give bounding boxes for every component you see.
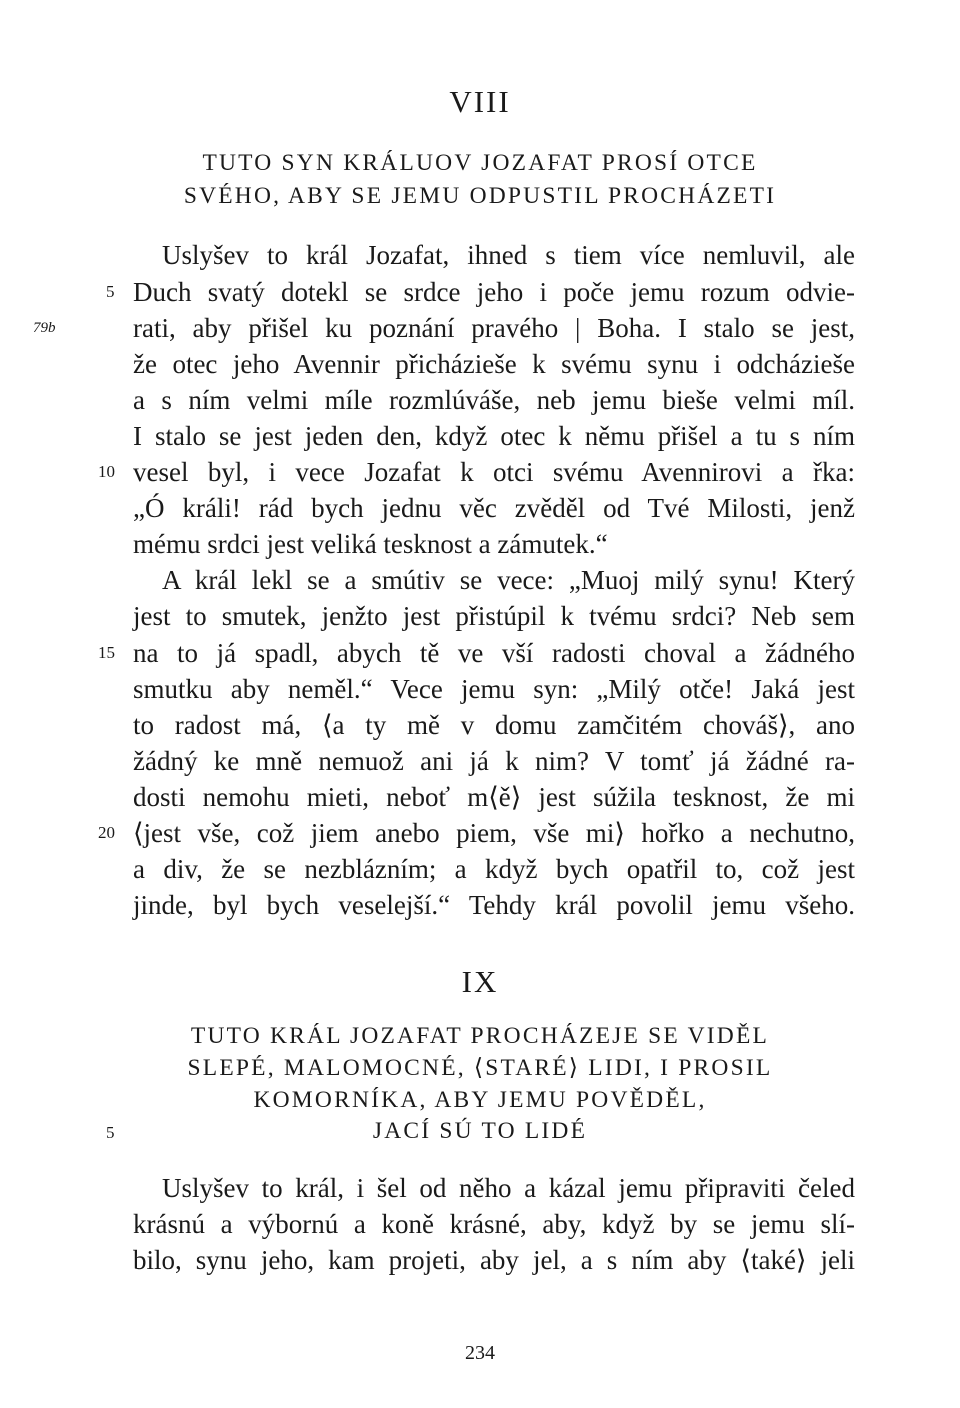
text-line: smutku aby neměl.“ Vece jemu syn: „Milý otče! Jaká jest — [133, 674, 855, 704]
text-line: to radost má, ⟨a ty mě v domu zamčitém chováš⟩, ano — [133, 710, 855, 740]
text-line: jinde, byl bych veselejší.“ Tehdy král povolil jemu všeho. — [133, 890, 855, 920]
text-line: „Ó králi! rád bych jednu věc zvěděl od Tvé Milosti, jenž — [133, 493, 855, 523]
text-line: a div, že se nezblázním; a když bych opatřil to, což jest — [133, 854, 855, 884]
page-number: 234 — [465, 1342, 495, 1364]
chapter-number-viii: VIII — [449, 84, 511, 119]
text-line: vesel byl, i vece Jozafat k otci svému Avennirovi a řka: — [133, 457, 855, 487]
chapter-heading-line: SLEPÉ, MALOMOCNÉ, ⟨STARÉ⟩ LIDI, I PROSIL — [187, 1055, 773, 1081]
line-number: 10 — [98, 462, 115, 481]
text-line: že otec jeho Avennir přicházieše k svému synu i odcházieše — [133, 349, 855, 379]
text-line: A král lekl se a smútiv se vece: „Muoj milý synu! Který — [162, 565, 855, 595]
line-number: 20 — [98, 823, 115, 842]
text-line: na to já spadl, abych tě ve vší radosti choval a žádného — [133, 638, 855, 668]
text-line: dosti nemohu mieti, neboť m⟨ě⟩ jest súžila tesknost, že mi — [133, 782, 855, 812]
line-number: 15 — [98, 643, 115, 662]
text-line: a s ním velmi míle rozmlúváše, neb jemu bieše velmi míl. — [133, 385, 855, 415]
text-line: jest to smutek, jenžto jest přistúpil k tvému srdci? Neb sem — [133, 601, 855, 631]
line-number: 5 — [106, 1123, 115, 1142]
text-line: Duch svatý dotekl se srdce jeho i poče jemu rozum odvie- — [133, 277, 855, 307]
chapter-heading-line: TUTO SYN KRÁLUOV JOZAFAT PROSÍ OTCE — [202, 150, 758, 176]
chapter-heading-line: KOMORNÍKA, ABY JEMU POVĚDĚL, — [253, 1087, 707, 1113]
text-line: rati, aby přišel ku poznání pravého | Boha. I stalo se jest, — [133, 313, 855, 343]
chapter-heading-line: TUTO KRÁL JOZAFAT PROCHÁZEJE SE VIDĚL — [190, 1023, 770, 1049]
line-number: 5 — [106, 282, 115, 301]
chapter-heading-line: SVÉHO, ABY SE JEMU ODPUSTIL PROCHÁZETI — [183, 183, 777, 209]
text-line: žádný ke mně nemuož ani já k nim? V tomť já žádné ra- — [133, 746, 855, 776]
chapter-heading-line: JACÍ SÚ TO LIDÉ — [372, 1118, 588, 1144]
margin-folio-note: 79b — [33, 320, 56, 336]
chapter-number-ix: IX — [461, 964, 499, 999]
text-line: ⟨jest vše, což jiem anebo piem, vše mi⟩ hořko a nechutno, — [133, 818, 855, 848]
text-line: mému srdci jest veliká tesknost a zámutek.“ — [133, 529, 608, 559]
text-line: bilo, synu jeho, kam projeti, aby jel, a s ním aby ⟨také⟩ jeli — [133, 1245, 855, 1275]
text-line: Uslyšev to král, i šel od něho a kázal jemu připraviti čeled — [162, 1173, 855, 1203]
text-line: Uslyšev to král Jozafat, ihned s tiem více nemluvil, ale — [162, 240, 855, 270]
text-line: I stalo se jest jeden den, když otec k němu přišel a tu s ním — [133, 421, 855, 451]
text-line: krásnú a výbornú a koně krásné, aby, když by se jemu slí- — [133, 1209, 855, 1239]
